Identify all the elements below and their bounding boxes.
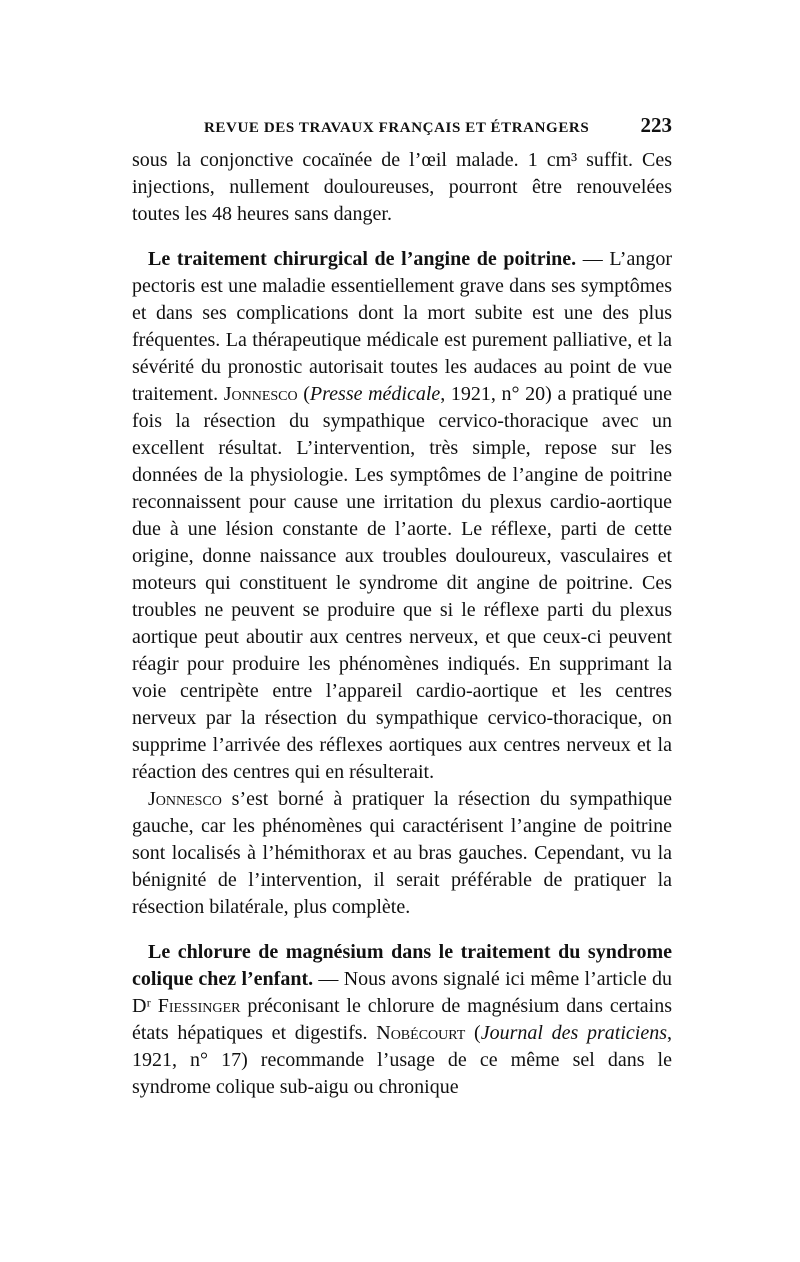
text-run: — Nous avons signalé ici même l’article du Dʳ — [132, 968, 672, 1017]
running-head: REVUE DES TRAVAUX FRANÇAIS ET ÉTRANGERS — [204, 120, 590, 136]
text-run: s’est borné à pratiquer la résection du sympathique gauche, car les phénomènes qui caractérisent l’angine de poitrine sont localisés à l’hémithorax et au bras gauches. Cependant, vu la bénignité de l’intervention, il serait préférable de pratiquer la résection bilatérale, plus complète. — [132, 788, 672, 918]
author-name: Jonnesco — [148, 788, 222, 810]
text-run: préconisant le chlorure de magnésium dans certains états hépatiques et digestifs. — [132, 995, 673, 1044]
page-body — [132, 147, 672, 1101]
journal-title: Journal des praticiens — [480, 1022, 667, 1044]
text-run: , 1921, n° 20) a pratiqué une fois la résection du sympathique cervico-thoracique avec un excellent résultat. L’intervention, très simple, repose sur les données de la physiologie. Les symptômes de l’angine de poitrine reconnaissent pour cause une irritation du plexus cardio-aortique due à une lésion constante de l’aorte. Le réflexe, parti de cette origine, donne naissance aux troubles douloureux, vasculaires et moteurs qui constituent le syndrome dit angine de poitrine. Ces troubles ne peuvent se produire que si le réflexe parti du plexus aortique peut aboutir aux centres nerveux, et que ceux-ci peuvent réagir pour produire les phénomènes indiqués. En supprimant la voie centripète entre l’appareil cardio-aortique et les centres nerveux par la résection du sympathique cervico-thoracique, on supprime l’arrivée des réflexes aortiques aux centres nerveux et la réaction des centres qui en résulterait. — [132, 383, 672, 783]
page-number: 223 — [640, 113, 672, 137]
text-run: — L’angor pectoris est une maladie essentiellement grave dans ses symptômes et dans ses complications dont la mort subite est une des plus fréquentes. La thérapeutique médicale est purement palliative, et la sévérité du pronostic autorisait toutes les audaces au point de vue traitement. — [132, 248, 673, 405]
text-run: ( — [465, 1022, 481, 1044]
section-magnesium-paragraph — [132, 939, 672, 1101]
author-name: Jonnesco — [223, 383, 298, 405]
paragraph-continuation: sous la conjonctive cocaïnée de l’œil malade. 1 cm³ suffit. Ces injections, nullement douloureuses, pourront être renouvelées toutes les 48 heures sans danger. — [132, 149, 672, 225]
text-run: ( — [297, 383, 310, 405]
section-angine-paragraph-2 — [132, 786, 672, 921]
author-name: Fiessinger — [157, 995, 241, 1017]
author-name: Nobécourt — [376, 1022, 466, 1044]
page-header — [132, 113, 672, 138]
section-title-magnesium: Le chlorure de magnésium dans le traitement du syndrome colique chez l’enfant. — [132, 941, 672, 990]
section-angine-paragraph — [132, 246, 672, 786]
section-title-angine: Le traitement chirurgical de l’angine de poitrine. — [148, 248, 577, 270]
text-run: , 1921, n° 17) recommande l’usage de ce même sel dans le syndrome colique sub-aigu ou chronique — [132, 1022, 672, 1098]
journal-title: Presse médicale — [309, 383, 441, 405]
